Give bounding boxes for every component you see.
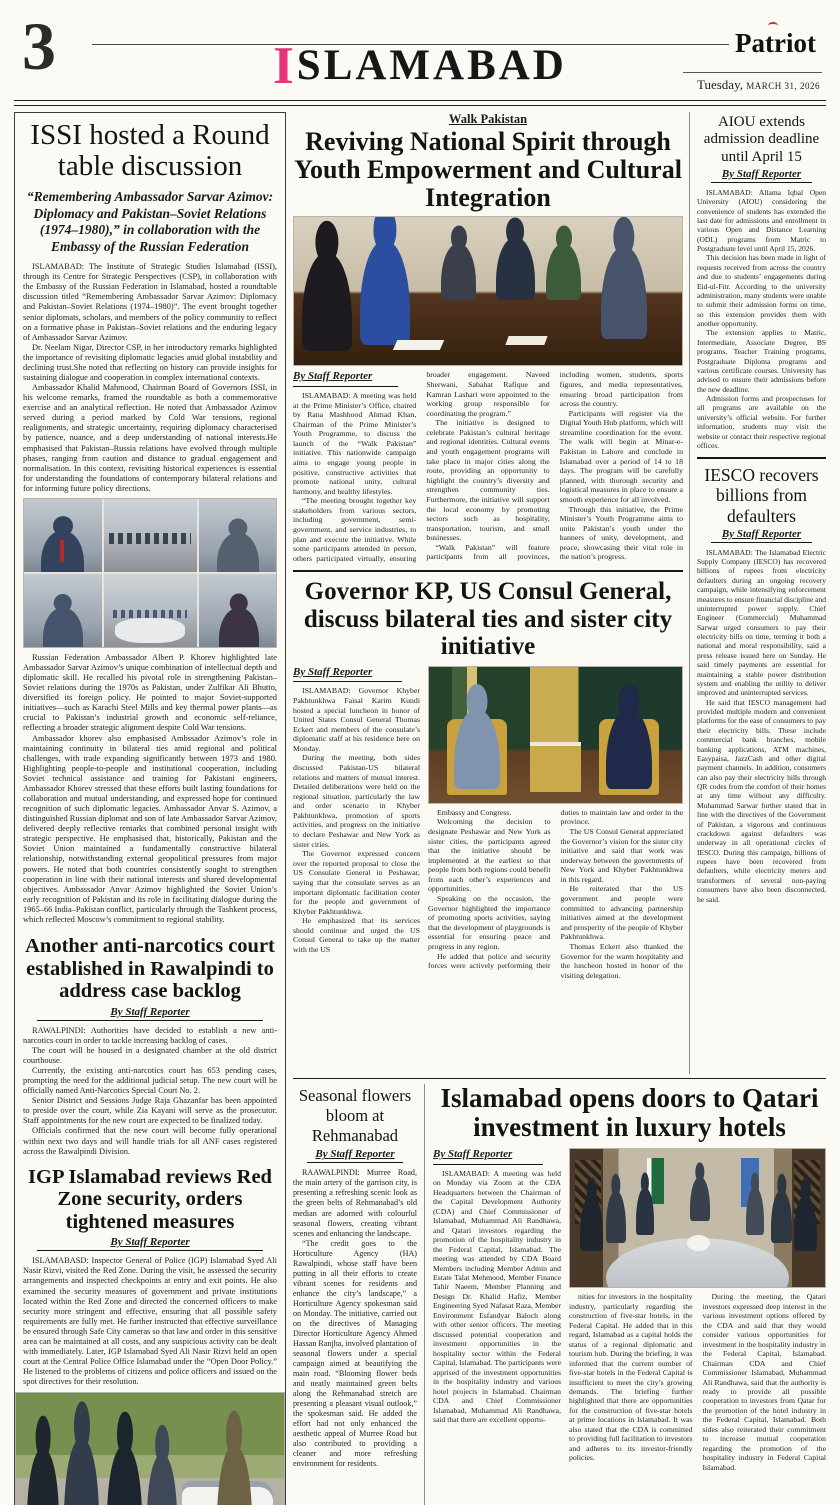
red-tie-prop	[60, 540, 64, 562]
article-paragraph: This decision has been made in light of requests received from across the country and due to students’ engagements during Eid-ul-Fitr. According to the university administration, many students were unable to submit their admission forms on time, so this extension provides them with another opportunity.	[697, 253, 826, 328]
article-paragraph: “The meeting brought together key stakeholders from various sectors, including government, semi-government, and service industries, to plan and execute the initiative. While some participants attended in person, others participated virtually, ensuring broader engagement. Naveed Sherwani, Sabahat Rafique and Kamran Lashari were appointed to the working group responsible for coordinating the program.”	[293, 370, 550, 563]
main-columns	[293, 112, 826, 1505]
byline: By Staff Reporter	[711, 528, 812, 543]
article-paragraph: Officials confirmed that the new court will become fully operational within next two days and will handle trials for all ANF cases registered across the Rawalpindi Division.	[23, 1126, 277, 1156]
article-paragraph: Ambassador Khalid Mahmood, Chairman Board of Governors ISSI, in his welcome remarks, framed the roundtable as both a commemorative exercise and an analytical reflection. He noted that Ambassador Azimov served during a period marked by Cold War tensions, regional realignments, and strategic uncertainty, requiring diplomacy characterised by patience, nuance, and a deep understanding of national interests.He emphasised that Pakistan–Russia relations have evolved through multiple phases, ranging from caution and distance to gradual engagement and normalisation. In this context, revisiting historical experiences is essential for understanding the foundations of contemporary bilateral relations and for informing future policy directions.	[23, 383, 277, 493]
photo-cell	[199, 499, 277, 572]
article-headline: IGP Islamabad reviews Red Zone security, orders tightened measures	[28, 1165, 272, 1233]
photo-cell	[104, 499, 197, 572]
article-headline: AIOU extends admission deadline until April 15	[703, 114, 820, 165]
article-paragraph: ISLAMABAD: A meeting was held at the Prime Minister’s Office, chaired by Rana Mashhood Ahmad Khan, Chairman of the Prime Minister’s Youth Programme, to discuss the launch of the “Walk Pakistan” initiative. This nationwide campaign aims to engage young people in positive, constructive activities that promote national unity, cultural harmony, and healthy lifestyles.	[293, 390, 417, 496]
article-paragraph: “The credit goes to the Horticulture Agency (HA) Rawalpindi, whose staff have been putting in all their efforts to create vibrant scenes for residents and enhance the city’s landscape,” a Horticulture Agency spokesman said on Monday. The initiative, carried out on the directives of Managing Director Horticulture Agency Ahmed Hassan Ranjha, involved plantation of seasonal flowers under a special campaign aimed at beautifying the main road. “Blooming flower beds and neatly maintained green belts along the Rehmanabad stretch are presenting a pleasant visual outlook,” the spokesman said. He added the effort had not only enhanced the aesthetic appeal of Murree Road but also contributed to providing a cleaner and more refreshing environment for residents.	[293, 1238, 417, 1469]
article-aiou-deadline	[697, 114, 826, 450]
article-qatari-investment	[425, 1084, 826, 1505]
side-table-prop	[530, 742, 581, 792]
person-silhouette	[219, 608, 259, 647]
person-silhouette	[771, 1191, 791, 1243]
article-paragraph: He added that police and security forces were actively performing their duties to maintain law and order in the province.	[428, 807, 683, 971]
article-subtitle: “Remembering Ambassador Sarvar Azimov: Diplomacy and Pakistan–Soviet Relations (1974–1980),” in collaboration with the Embassy of the Russian Federation	[26, 188, 274, 255]
article-paragraph: The Governor expressed concern over the reported proposal to close the US Consulate General in Peshawar, saying that the consulate serves as an important diplomatic facilitation center for the people and government of Khyber Pakhtunkhwa.	[293, 849, 420, 916]
person-silhouette	[302, 253, 352, 351]
chairman-silhouette	[690, 1177, 710, 1221]
article-governor-kp-consul	[293, 578, 683, 980]
date-day: Tuesday,	[696, 77, 743, 92]
article-paragraph: ISLAMABAD: A meeting was held on Monday via Zoom at the CDA Headquarters between the Chairman of the Capital Development Authority (CDA) and Chief Commissioner of Islamabad, Muhammad Ali Randhawa, and Qatari investors regarding the promotion of the hospitality industry in the Federal Capital, Islamabad. The meeting was attended by CDA Board Members including Member Admin and Estate Talat Mehmood, Member Finance Tahir Naeem, Member Planning and Design Dr. Khalid Hafiz, Member Engineering Syed Nafasat Raza, Member Environment Esfandyar Baloch along with other senior officers. The meeting discussed potential cooperation and investment opportunities in the hospitality sector within the Federal Capital, Islamabad. The participants were apprised of the investment opportunities in the hospitality industry and various hotel projects in Islamabad. Chairman CDA and Chief Commissioner Islamabad, Muhammad Ali Randhawa, said that there are excellent opportu-	[433, 1168, 561, 1425]
article-paragraph: Ambassador khorev also emphasised Ambssador Azimov’s role in maintaining continuity in bilateral ties amid regional and political challenges, with trade expanding significantly between 1973 and 1980. Highlighting people-to-people and institutional cooperation, including Soviet technical assistance and training for Pakistani engineers, Ambassador Khorev stressed that these efforts built lasting foundations for collaboration and mutual understanding, and expressed hope for continued recognition of such diplomatic legacies. Ambassador Anvar S. Azimov, a distinguished Russian diplomat and son of late Ambassador Sarvar Azimov, delivered deeply reflective remarks that combined personal insight with strategic perspective. He emphasised that, historically, Pakistan and the Soviet Union maintained a fundamentally constructive bilateral relationship, notwithstanding external geopolitical pressures from major powers. He noted that both countries consistently sought to strengthen cooperation in line with their national interests and shared developmental objectives. Ambassador Anvar Azimov highlighted the Soviet Union’s early recognition of Pakistan and its role in facilitating dialogue during the 1965–66 India–Pakistan conflict, particularly through the Tashkent process, which reflected Moscow’s commitment to regional stability.	[23, 733, 277, 924]
article-igp-red-zone	[23, 1166, 277, 1505]
page-header	[14, 6, 826, 98]
chairs-row-prop	[113, 610, 187, 617]
left-column	[14, 112, 286, 1505]
article-headline: ISSI hosted a Round table discussion	[30, 119, 270, 183]
article-paragraph: Through this initiative, the Prime Minister’s Youth Programme aims to unite Pakistan’s youth under the banners of unity, development, and peace, showcasing their vital role in the nation’s progress.	[559, 504, 683, 562]
article-paragraph: ISLAMABAD: The Islamabad Electric Supply Company (IESCO) has recovered billions of rupees from electricity defaulters during an ongoing recovery campaign, while intensifying enforcement measures to ensure financial discipline and uninterrupted power supply. Chief Engineer (Commercial) Muhammad Sarwar urged consumers to pay their electricity bills on time, terming it both a national and moral responsibility, said a press release issued here on Sunday. He said timely payments are essential for maintaining a stable power distribution system and enabling the utility to deliver improved and uninterrupted services.	[697, 547, 826, 698]
article-paragraph: Senior District and Sessions Judge Raja Ghazanfar has been appointed to preside over the court, while Zia Kayani will serve as the prosecutor. Staff appointments for the new court are expected to be finalized today.	[23, 1096, 277, 1126]
byline: By Staff Reporter	[307, 1148, 403, 1163]
article-columns-2-3	[569, 1292, 826, 1472]
lower-section	[293, 1078, 826, 1505]
article-iesco-recovery	[697, 465, 826, 904]
photo-cell	[199, 574, 277, 647]
article-paragraph: Russian Federation Ambassador Albert P. Khorev highlighted late Ambassador Sarvar Azimov’s unique combination of intellectual depth and diplomatic skill. He recalled his pivotal role in strengthening Pakistan–Soviet relations during the 1970s as Pakistan, under Zulfikar Ali Bhutto, diversified its foreign policy. He pointed to major Soviet-supported initiatives—such as Karachi Steel Mills and key thermal power plants—as crucial to Pakistan’s industrial growth and economic self-reliance, reflecting a broader strategic alignment despite Cold War tensions.	[23, 652, 277, 733]
article-paragraph: Welcoming the decision to designate Peshawar and New York as sister cities, the participants agreed that the initiative should be implemented at the earliest so that people from both regions could benefit from each other’s experiences and opportunities.	[428, 817, 551, 894]
byline: By Staff Reporter	[433, 1148, 543, 1165]
brand-name: Patriot	[735, 28, 816, 58]
papers-prop	[506, 336, 548, 345]
article-paragraph: He emphasized that its services should continue and urged the US Consul General to take up the matter with the US	[293, 916, 420, 954]
governor-consul-meeting-photo	[428, 666, 683, 804]
page-content	[14, 112, 826, 1505]
header-double-rule	[14, 100, 826, 106]
article-body	[23, 1026, 277, 1157]
person-silhouette	[217, 533, 259, 572]
article-issi-roundtable	[23, 120, 277, 925]
center-column	[293, 112, 689, 1074]
article-body	[293, 1168, 417, 1469]
article-body	[433, 1148, 826, 1472]
article-paragraph: The US Consul General appreciated the Governor’s vision for the sister city initiative and said that work was underway between the governments of New York and Khyber Pakhtunkhwa in this regard.	[560, 827, 683, 884]
right-column	[689, 112, 826, 1074]
page-number: 3	[22, 8, 56, 84]
date-rest: MARCH 31, 2026	[746, 81, 820, 91]
article-paragraph: ISLAMABAD: The Institute of Strategic Studies Islamabad (ISSI), through its Centre for Strategic Perspectives (CSP), in collaboration with the Embassy of the Russian Federation in Islamabad, hosted a roundtable discussion titled “Remembering Ambassador Sarvar Azimov: Diplomacy and Pakistan–Soviet Relations (1974–1980)”. The event brought together senior diplomats, scholars, and members of the policy community to reflect on a formative phase in Pakistan–Soviet relations and the enduring legacy of Ambassador Sarvar Azimov.	[23, 262, 277, 342]
article-paragraph: The court will be housed in a designated chamber at the old district courthouse.	[23, 1045, 277, 1065]
article-paragraph: The initiative is designed to celebrate Pakistan’s cultural heritage and regional identities. Cultural events and youth engagement programs will take place in major cities along the route, providing an opportunity to highlight the country’s diversity and strengthen community ties. Furthermore, the initiative will support the local economy by promoting sectors such as hospitality, transportation, tourism, and small businesses.	[426, 418, 550, 543]
person-silhouette	[64, 1439, 99, 1505]
article-paragraph: During the meeting, both sides discussed Pakistan-US bilateral relations and matters of mutual interest. Detailed deliberations were held on the regional situation, particularly the law and order scenario in Khyber Pakhtunkhwa, promotion of sports activities, and progress on the initiative to declare Peshawar and New York as sister cities.	[293, 753, 420, 849]
article-paragraph: ISLAMABAD: Governor Khyber Pakhtunkhwa Faisal Karim Kundi hosted a special luncheon in honor of United States Consul General Thomas Eckert and members of the consulate’s diplomatic staff at his residence here on Monday.	[293, 686, 420, 753]
person-silhouette	[746, 1188, 764, 1235]
photo-cell	[104, 574, 197, 647]
person-silhouette	[441, 244, 476, 300]
conference-table-prop	[115, 618, 186, 643]
article-paragraph: “Walk Pakistan” will feature participants from all provinces, including women, students, sports figures, and media representatives, ensuring broad participation from across the country.	[426, 370, 683, 562]
article-columns-2-3	[428, 808, 683, 980]
person-silhouette	[43, 608, 83, 647]
upper-section	[293, 112, 826, 1074]
article-column-1	[433, 1148, 561, 1472]
person-silhouette	[107, 1446, 142, 1505]
brand-urdu-mark-icon	[768, 22, 778, 29]
article-paragraph: ISLAMABAD: Allama Iqbal Open University (AIOU) considering the convenience of students has extended the last date for admissions and enrollment in various Open and Distance Learning (ODL) programs from Matric to Postgraduate level until April 15, 2026.	[697, 187, 826, 253]
article-paragraph: ISLAMABASD: Inspector General of Police (IGP) Islamabad Syed Ali Nasir Rizvi, visited the Red Zone. During the visit, he assessed the security arrangements and inspected checkpoints at entry and exit points. He also examined the security measures of government and private institutions located within the Red Zone and directed the concerned officers to make security more stringent and effective, ensuring that all possible safety requirements are fully met. He further instructed that effective surveillance be ensured through Safe City cameras so that law and order in this sensitive area can be maintained at all costs, and any suspicious activity can be dealt with immediately. Later, IGP Islamabad Syed Ali Nasir Rizvi held an open court at the Central Police Office Islamabad under the “Open Door Policy.” He listened to the problems of citizens and police officers and issued on the spot directives for their resolution.	[23, 1256, 277, 1387]
byline: By Staff Reporter	[711, 168, 812, 183]
photo-cell	[24, 574, 102, 647]
byline: By Staff Reporter	[293, 370, 398, 387]
article-paragraph: Dr. Neelam Nigar, Director CSP, in her introductory remarks highlighted the importance of revisiting diplomatic legacies amid global instability and declining trust.She noted that reflecting on history can provide insights for sustaining dialogue and cooperation in complex international contexts.	[23, 342, 277, 382]
photo-cell	[24, 499, 102, 572]
article-paragraph: Admission forms and prospectuses for all programs are available on the university’s official website. For further information, students may visit the website or contact their respective regional offices.	[697, 394, 826, 450]
article-seasonal-flowers	[293, 1084, 425, 1505]
article-headline: IESCO recovers billions from defaulters	[704, 465, 819, 526]
article-walk-pakistan	[293, 112, 683, 563]
masthead-rest: SLAMABAD	[296, 42, 567, 89]
byline: By Staff Reporter	[37, 1236, 263, 1251]
article-body	[697, 188, 826, 451]
article-paragraph: During the meeting, the Qatari investors expressed deep interest in the various investment options offered by the CDA and said that they would consider various opportunities for investment in the hospitality industry in the Federal Capital, Islamabad. Chairman CDA and Chief Commissioner Islamabad, Muhammad Ali Randhawa, said that the authority is ready to provide all possible cooperation to investors from Qatar for the promotion of the hotel industry in the Federal Capital, Islamabad. Both sides also reiterated their commitment to increase mutual cooperation regarding the promotion of the hospitality industry in Federal Capital Islamabad.	[702, 1292, 826, 1472]
article-paragraph: Thomas Eckert also thanked the Governor for the warm hospitality and the luncheon hosted in honor of the visiting delegation.	[560, 941, 683, 980]
article-headline: Seasonal flowers bloom at Rehmanabad	[298, 1086, 412, 1145]
police-officer-silhouette	[217, 1446, 252, 1505]
article-paragraph: RAAWALPINDI: Murree Road, the main artery of the garrison city, is presenting a refreshing scenic look as the green belts of Rehmanabad’s old median are adorned with colourful seasonal flowers, creating vibrant scenes and enhancing the landscape.	[293, 1168, 417, 1238]
person-silhouette	[601, 247, 648, 339]
article-paragraph: Speaking on the occasion, the Governor highlighted the importance of promoting sports activities, saying that the development of playgrounds is essential for ensuring peace and progress in any region.	[428, 894, 551, 951]
person-silhouette	[147, 1455, 176, 1505]
issi-roundtable-photo-collage	[23, 498, 277, 648]
byline: By Staff Reporter	[293, 666, 402, 683]
person-silhouette	[27, 1449, 59, 1505]
cda-qatari-meeting-photo	[569, 1148, 826, 1288]
newspaper-brand	[729, 28, 822, 59]
article-column-right	[569, 1148, 826, 1472]
article-anti-narcotics-court	[23, 935, 277, 1157]
article-paragraph: RAWALPINDI: Authorities have decided to establish a new anti-narcotics court in order to tackle increasing backlog of cases.	[23, 1025, 277, 1045]
article-paragraph: Participants will register via the Digital Youth Hub platform, which will streamline coordination for the event. The walk will begin at Minar-e-Pakistan in Lahore and conclude in Islamabad over a period of 14 to 18 days. The program will be carefully planned, with thorough security and logistical measures in place to ensure a smooth experience for all involved.	[559, 408, 683, 504]
article-divider-rule	[697, 457, 826, 459]
article-kicker: Walk Pakistan	[448, 112, 528, 126]
article-headline: Another anti-narcotics court established in Rawalpindi to address case backlog	[25, 935, 275, 1003]
article-body	[23, 262, 277, 494]
person-silhouette	[496, 238, 535, 300]
papers-prop	[393, 340, 444, 350]
article-column-right	[428, 666, 683, 980]
article-paragraph: Embassy and Congress.	[437, 807, 512, 817]
person-silhouette	[546, 244, 581, 300]
dateline	[683, 72, 822, 93]
article-paragraph: He reiterated that the US government and people were committed to advancing partnership initiatives aimed at the development and prosperity of the people of Khyber Pakhtunkhwa.	[560, 884, 683, 942]
article-body	[697, 548, 826, 904]
person-silhouette	[606, 1191, 626, 1243]
person-silhouette	[360, 241, 410, 345]
article-paragraph: The extension applies to Matric, Intermediate, Associate Degree, BS programs, Teacher Training programs, Postgraduate Diploma programs and various certificate courses. University has advised to ensure their admissions before the new deadline.	[697, 328, 826, 394]
byline: By Staff Reporter	[37, 1006, 263, 1021]
walk-pakistan-meeting-photo	[293, 216, 683, 366]
article-divider-rule	[293, 570, 683, 572]
article-paragraph: He said that IESCO management had provided multiple modern and convenient platforms for the ease of consumers to pay their electricity bills. These include commercial bank branches, mobile banking applications, ATM machines, Easypaisa, JazzCash and other digital payment channels. In addition, consumers can also pay their electricity bills through QR codes from the comfort of their homes at any time without any difficulty. Muhammad Sarwar further stated that in line with the directives of the Government of Pakistan, a vigorous and continuous crackdown against defaulters was underway in all operational circles of IESCO. During this campaign, billions of rupees have been recovered from defaulters, while electricity meters and transformers of several non-paying consumers have also been disconnected, he said.	[697, 697, 826, 904]
group-row-figures	[109, 533, 191, 545]
article-headline: Islamabad opens doors to Qatari investment in luxury hotels	[440, 1083, 819, 1143]
article-body	[23, 1256, 277, 1387]
article-headline: Reviving National Spirit through Youth Empowerment and Cultural Integration	[294, 127, 682, 212]
article-paragraph: Currently, the existing anti-narcotics court has 653 pending cases, prompting the need for the additional judicial setup. The new court will be officially named Anti-Narcotics Special Court No. 2.	[23, 1065, 277, 1096]
article-body	[293, 666, 683, 980]
article-paragraph: nities for investors in the hospitality industry, particularly regarding the construction of five-star hotels, in the Federal Capital. He added that in this regard, Islamabad as a capital holds the status of a regional diplomatic and tourism hub. During the briefing, it was informed that the current number of five-star hotels in the Federal Capital is insufficient to meet the city’s growing demands. The briefing further highlighted that there are opportunities for the construction of five-star hotels at prime locations in Islamabad. It was also stated that the CDA is committed to providing full facilitation to investors and adheres to its investor-friendly policies.	[569, 1292, 693, 1463]
article-column-1	[293, 666, 420, 980]
article-headline: Governor KP, US Consul General, discuss bilateral ties and sister city initiative	[303, 578, 673, 661]
masthead-initial: I	[273, 37, 297, 95]
article-body	[293, 370, 683, 563]
igp-red-zone-photo	[15, 1392, 285, 1505]
article-body	[23, 653, 277, 925]
